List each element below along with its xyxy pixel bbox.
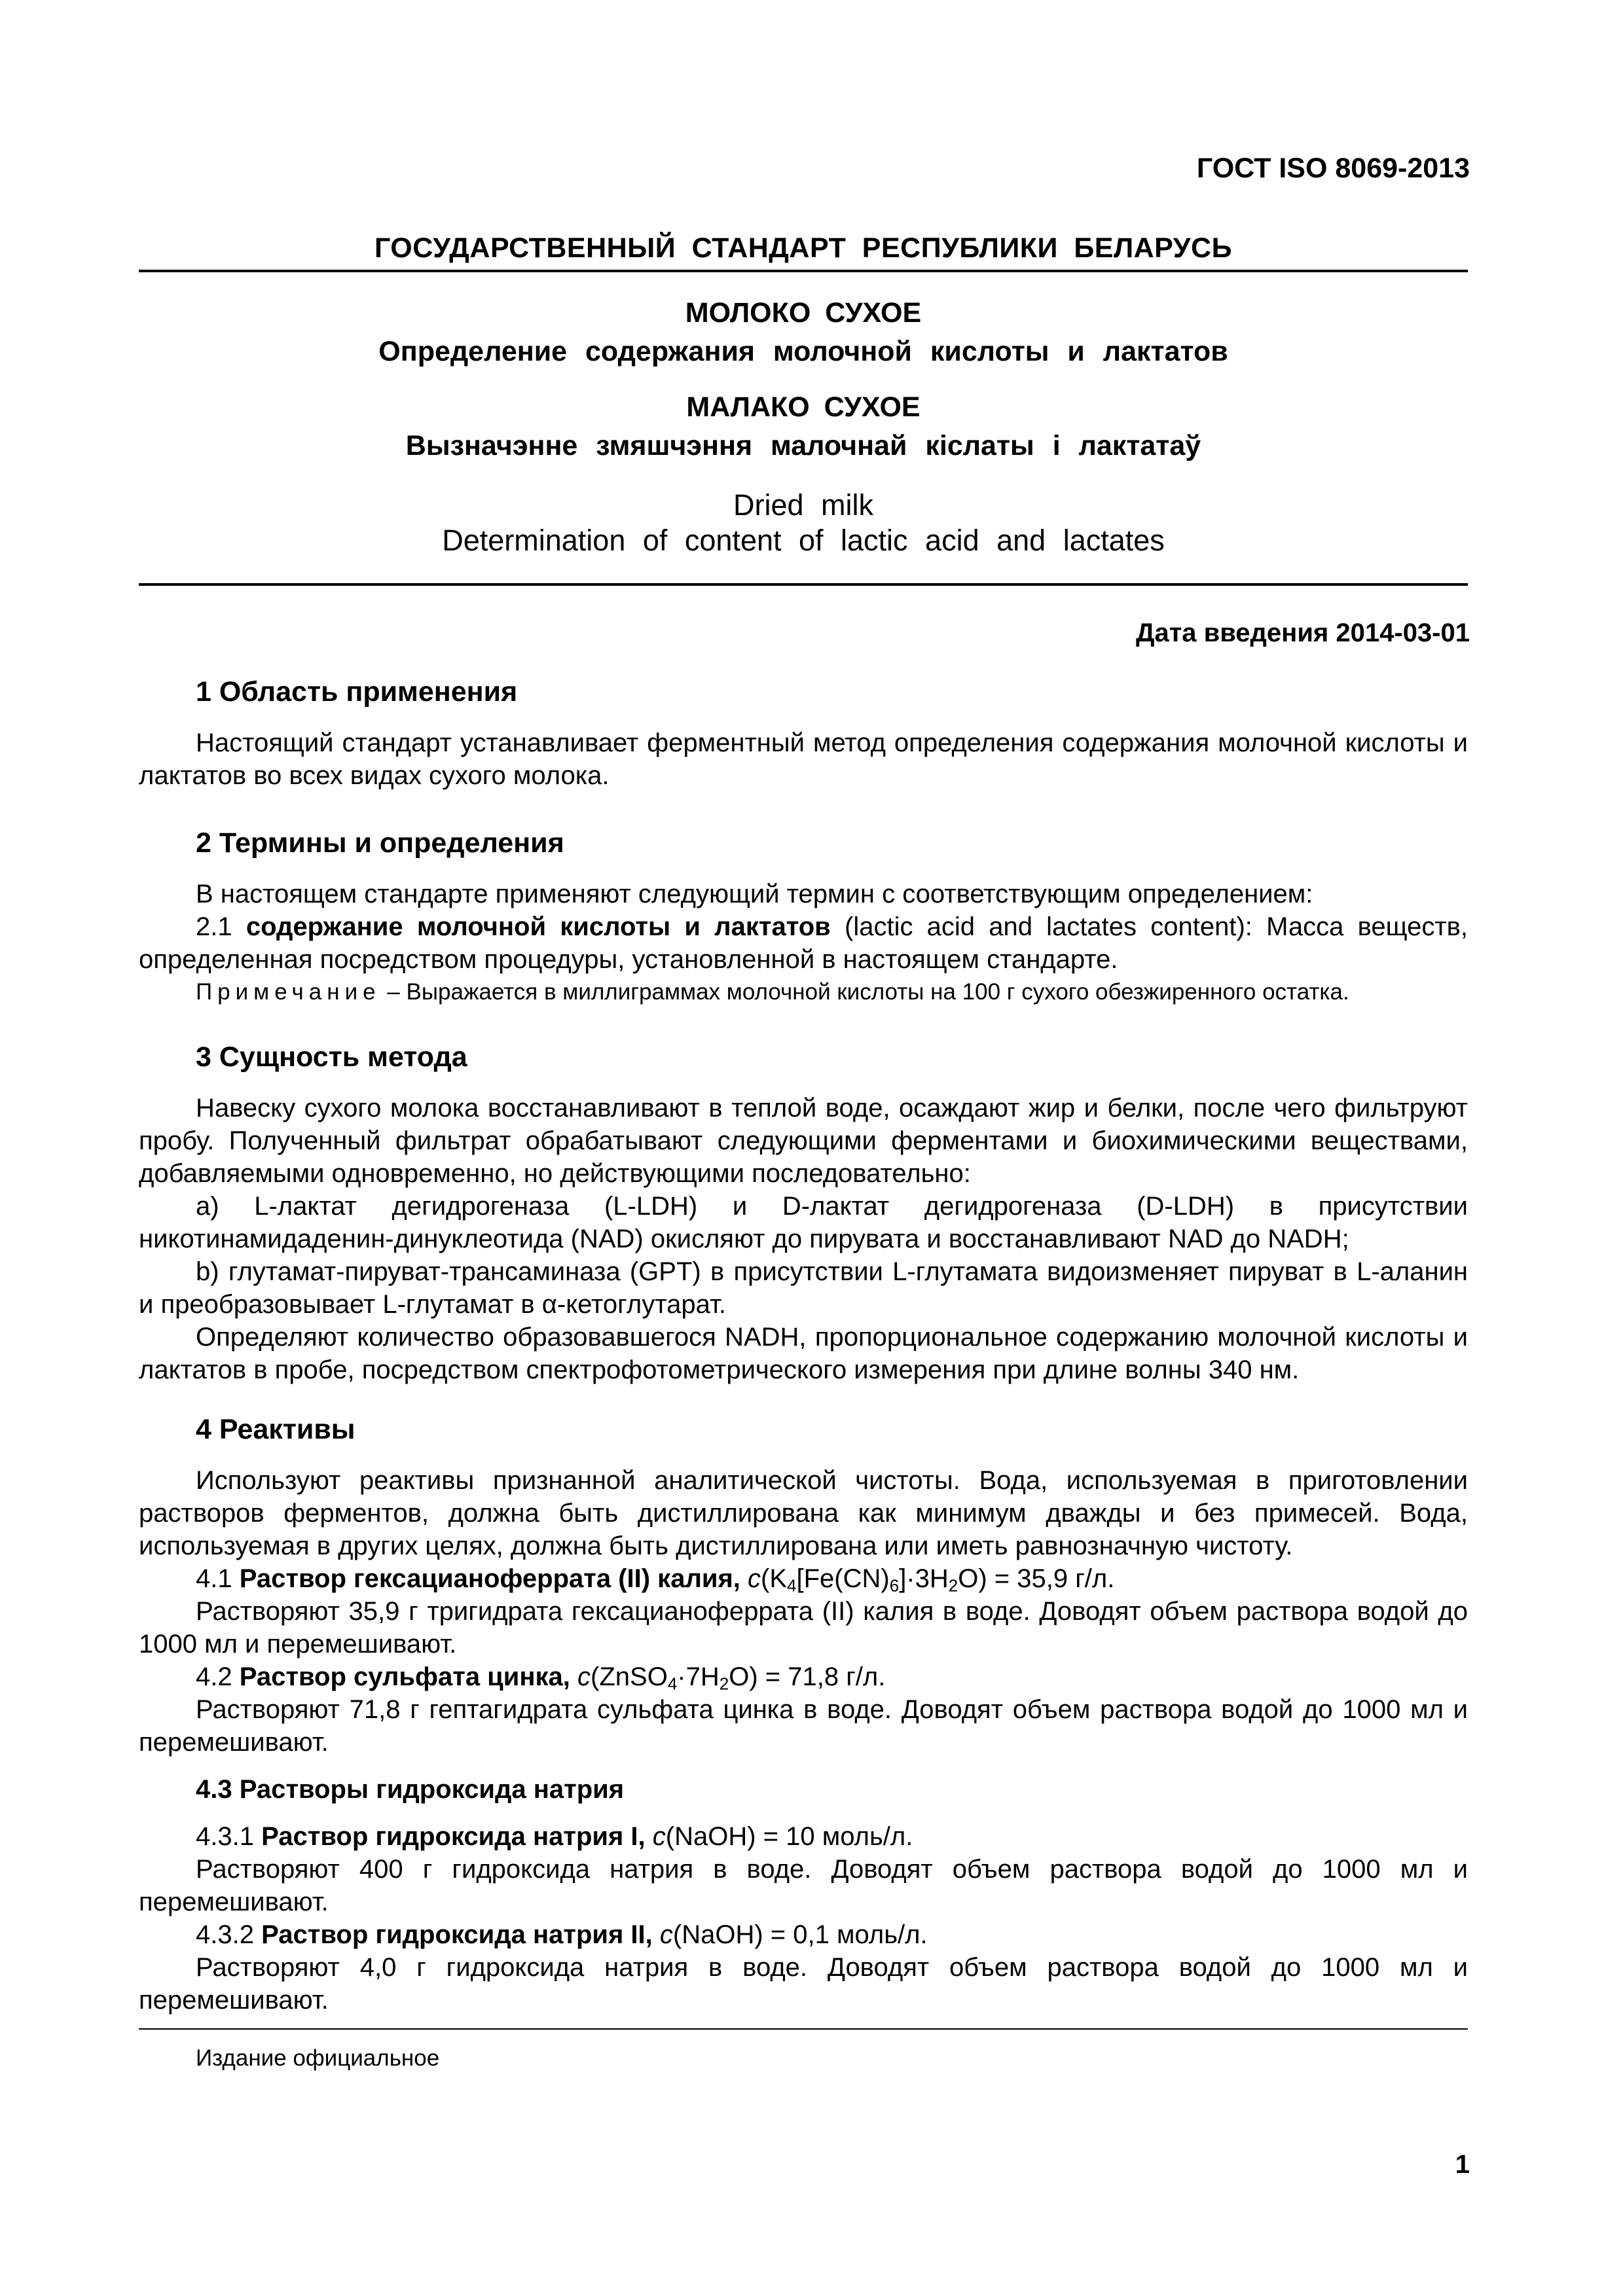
term-number: 2.1 [196,912,232,941]
gost-number: ГОСТ ISO 8069-2013 [1196,152,1470,184]
title-by: МАЛАКО СУХОЕ [686,391,921,423]
term-name: содержание молочной кислоты и лактатов [246,912,831,941]
reagent-4-3-1: 4.3.1 Раствор гидроксида натрия I, c(NaOH) = 10 моль/л. [196,1822,913,1851]
official-edition-label: Издание официальное [196,2045,440,2071]
section-heading: 4 Реактивы [196,1414,356,1445]
item-number: 4.1 [196,1564,232,1593]
concentration-symbol: c [659,1920,673,1949]
list-item-a: a) L-лактат дегидрогеназа (L-LDH) и D-лактат дегидрогеназа (D-LDH) в присутствии никотинамидаденин-динуклеотида (NAD) окисляют до пирувата и восстанавливают NAD до NADH; [139,1192,1468,1253]
subsection-heading: 4.3 Растворы гидроксида натрия [196,1775,625,1804]
reagent-4-1: 4.1 Раствор гексацианоферрата (II) калия, $c(K_4[Fe(CN)_6]\cdot 3H_2O) = 35,9$ г/л. [196,1564,1115,1596]
reagent-name: Раствор гексацианоферрата (II) калия [239,1564,733,1593]
paragraph: Используют реактивы признанной аналитической чистоты. Вода, используемая в приготовлении растворов ферментов, должна быть дистиллирована как минимум дважды и без примесей. Вода, используемая в других целях, должна быть дистиллирована или иметь равнозначную чистоту. [139,1466,1468,1560]
title-ru: МОЛОКО СУХОЕ [685,297,922,329]
subtitle-ru: Определение содержания молочной кислоты и лактатов [378,336,1228,367]
item-number: 4.2 [196,1662,232,1691]
title-block-rule [139,583,1468,586]
note-text: – Выражается в миллиграммах молочной кислоты на 100 г сухого обезжиренного остатка. [387,979,1349,1005]
section-3 [139,1041,1468,1386]
page-number: 1 [1455,2150,1470,2179]
reagent-name: Раствор гидроксида натрия II [261,1920,646,1949]
state-standard-title: ГОСУДАРСТВЕННЫЙ СТАНДАРТ РЕСПУБЛИКИ БЕЛАРУСЬ [374,232,1233,264]
reagent-name: Раствор гидроксида натрия I [261,1822,638,1851]
list-item-b: b) глутамат-пируват-трансаминаза (GPT) в присутствии L-глутамата видоизменяет пируват в L-аланин и преобразовывает L-глутамат в α-кетоглутарат. [139,1257,1468,1319]
paragraph: В настоящем стандарте применяют следующий термин с соответствующим определением: [196,880,1313,908]
section-heading: 3 Сущность метода [196,1041,467,1073]
concentration-symbol: c [652,1822,666,1851]
item-number: 4.3.2 [196,1920,254,1949]
title-en: Dried milk [733,488,874,522]
term-text: (lactic acid and lactates content): Масса веществ, определенная посредством процедуры, установленной в настоящем стандарте. [139,912,1468,974]
concentration-symbol: c [748,1564,761,1593]
note [139,976,1468,1009]
paragraph: Растворяют 400 г гидроксида натрия в воде. Доводят объем раствора водой до 1000 мл и перемешивают. [139,1855,1468,1916]
subtitle-en: Determination of content of lactic acid and lactates [442,524,1165,557]
section-2 [139,827,1468,1009]
footer-rule [139,2028,1468,2030]
reagent-4-3-2: 4.3.2 Раствор гидроксида натрия II, c(NaOH) = 0,1 моль/л. [196,1920,928,1949]
paragraph: Навеску сухого молока восстанавливают в теплой воде, осаждают жир и белки, после чего фильтруют пробу. Полученный фильтрат обрабатывают следующими ферментами и биохимическими веществами, добавляемыми одновременно, но действующими последовательно: [139,1094,1468,1188]
term-definition [139,910,1468,976]
reagent-4-2: 4.2 Раствор сульфата цинка, $c(ZnSO_4\cdot 7H_2O) = 71,8$ г/л. [196,1662,886,1694]
reagent-name: Раствор сульфата цинка, [239,1662,570,1691]
introduction-date: Дата введения 2014-03-01 [1135,619,1470,647]
paragraph: Растворяют 71,8 г гептагидрата сульфата цинка в воде. Доводят объем раствора водой до 1000 мл и перемешивают. [139,1695,1468,1757]
item-number: 4.3.1 [196,1822,254,1851]
paragraph: Определяют количество образовавшегося NADH, пропорциональное содержанию молочной кислоты и лактатов в пробе, посредством спектрофотометрического измерения при длине волны 340 нм. [139,1323,1468,1384]
concentration-symbol: c [577,1662,591,1691]
paragraph: Растворяют 4,0 г гидроксида натрия в воде. Доводят объем раствора водой до 1000 мл и перемешивают. [139,1953,1468,2015]
note-label: Примечание [196,979,381,1005]
section-heading: 1 Область применения [196,676,518,708]
paragraph: Настоящий стандарт устанавливает ферментный метод определения содержания молочной кислоты и лактатов во всех видах сухого молока. [139,728,1468,790]
header-rule [139,270,1468,272]
subtitle-by: Вызначэнне змяшчэння малочнай кіслаты і лактатаў [405,430,1201,461]
section-1 [139,675,1468,792]
section-4 [139,1413,1468,2017]
paragraph: Растворяют 35,9 г тригидрата гексацианоферрата (II) калия в воде. Доводят объем раствора водой до 1000 мл и перемешивают. [139,1597,1468,1659]
section-heading: 2 Термины и определения [196,827,564,859]
